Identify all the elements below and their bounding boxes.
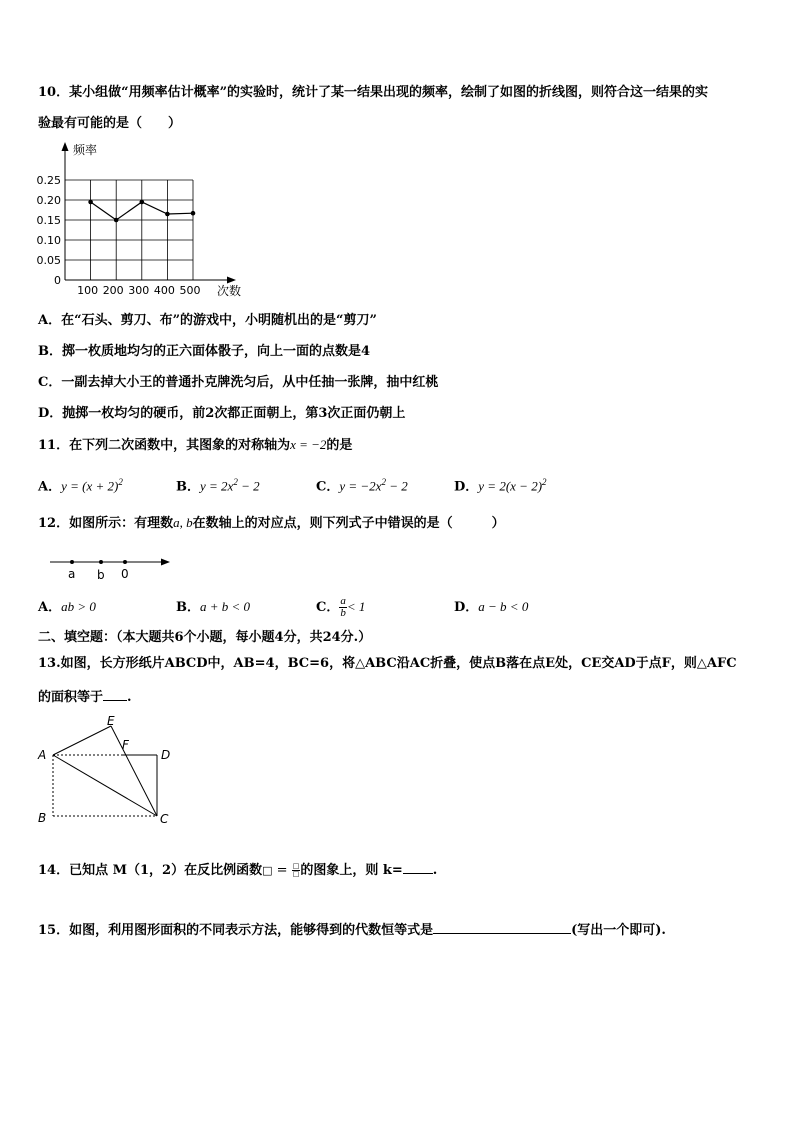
y-tick-label: 0 bbox=[54, 274, 61, 287]
q12-stem-math: a, b bbox=[173, 515, 193, 530]
point-e-label: E bbox=[107, 714, 115, 728]
point-zero bbox=[123, 560, 127, 564]
data-point bbox=[88, 200, 93, 205]
q11-stem-suffix: 的是 bbox=[326, 438, 353, 453]
chart-grid bbox=[65, 180, 193, 280]
q10-option-c: C．一副去掉大小王的普通扑克牌洗匀后，从中任抽一张牌，抽中红桃 bbox=[38, 375, 439, 390]
q12-option-b: B．a + b < 0 bbox=[176, 599, 251, 615]
q15-answer-blank[interactable] bbox=[433, 921, 571, 934]
label-b: b bbox=[97, 568, 105, 582]
q12-option-c: C． $\frac{a}{b}$ < 1 bbox=[316, 595, 366, 619]
label-a: a bbox=[68, 567, 76, 581]
chart-axes bbox=[62, 142, 237, 284]
frequency-line-chart bbox=[25, 140, 285, 300]
data-point bbox=[191, 211, 196, 216]
point-d-label: D bbox=[161, 748, 171, 762]
q11-stem-prefix: 11．在下列二次函数中，其图象的对称轴为 bbox=[38, 438, 291, 453]
q12-option-d: D．a − b < 0 bbox=[454, 599, 529, 615]
x-tick-label: 300 bbox=[128, 284, 150, 297]
q10-option-b: B．掷一枚质地均匀的正六面体骰子，向上一面的点数是4 bbox=[38, 344, 371, 359]
q10-stem-line2: 验最有可能的是（ ） bbox=[38, 116, 182, 131]
missing-glyph: □ bbox=[262, 864, 273, 877]
chart-ylabel: 频率 bbox=[73, 143, 98, 157]
q13-stem-line2: 的面积等于 . bbox=[38, 690, 132, 705]
number-line-arrow bbox=[161, 559, 170, 566]
point-b-label: B bbox=[38, 811, 47, 825]
y-tick-label: 0.10 bbox=[36, 234, 61, 247]
y-tick-label: 0.05 bbox=[36, 254, 61, 267]
q11-option-c: C．$y = -2x^2 - 2$ bbox=[316, 477, 408, 495]
q14-stem: 14．已知点 M（1，2）在反比例函数□ = $\frac{□}{□}$ 的图象上，则 k= . bbox=[38, 862, 438, 878]
label-zero: 0 bbox=[121, 567, 129, 581]
x-tick-label: 100 bbox=[77, 284, 99, 297]
q11-option-d: D．$y = 2(x - 2)^2$ bbox=[454, 477, 547, 495]
fraction-a-over-b: $\frac{a}{b}$ bbox=[340, 595, 346, 619]
y-tick-label: 0.25 bbox=[36, 174, 61, 187]
q11-option-b: B．$y = 2x^2 - 2$ bbox=[176, 477, 260, 495]
point-a bbox=[70, 560, 74, 564]
q11-stem-math: x = −2 bbox=[290, 437, 327, 452]
q12-stem bbox=[38, 515, 505, 532]
point-f-label: F bbox=[122, 738, 129, 752]
segment-ae bbox=[53, 726, 111, 755]
data-point bbox=[114, 218, 119, 223]
data-point bbox=[165, 212, 170, 217]
q12-option-a: A．ab > 0 bbox=[38, 599, 96, 615]
q14-answer-blank[interactable] bbox=[403, 861, 433, 874]
point-a-label: A bbox=[38, 748, 47, 762]
q10-option-a: A．在“石头、剪刀、布”的游戏中，小明随机出的是“剪刀” bbox=[38, 313, 377, 328]
x-axis-arrow bbox=[227, 277, 236, 284]
point-c-label: C bbox=[160, 812, 169, 826]
q12-stem-prefix: 12．如图所示：有理数 bbox=[38, 516, 174, 531]
q13-stem-line1: 13.如图，长方形纸片ABCD中，AB=4，BC=6，将△ABC沿AC折叠，使点B落在点E处，CE交AD于点F，则△AFC bbox=[38, 656, 737, 671]
q15-stem: 15．如图，利用图形面积的不同表示方法，能够得到的代数恒等式是 (写出一个即可). bbox=[38, 923, 666, 938]
q13-answer-blank[interactable] bbox=[103, 688, 127, 701]
section-heading: 二、填空题：（本大题共6个小题，每小题4分，共24分.） bbox=[38, 630, 372, 645]
number-line-figure bbox=[48, 554, 188, 584]
q10-stem-line1: 10．某小组做“用频率估计概率”的实验时，统计了某一结果出现的频率，绘制了如图的折线图，则符合这一结果的实 bbox=[38, 85, 709, 100]
chart-xlabel: 次数 bbox=[217, 284, 242, 298]
x-tick-label: 400 bbox=[153, 284, 175, 297]
chart-ticks bbox=[37, 174, 201, 297]
y-tick-label: 0.15 bbox=[36, 214, 61, 227]
q12-stem-suffix: 在数轴上的对应点，则下列式子中错误的是（ ） bbox=[192, 516, 505, 531]
q11-stem bbox=[38, 437, 352, 454]
data-point bbox=[140, 200, 145, 205]
rectangle-fold-figure bbox=[36, 714, 186, 824]
point-b bbox=[99, 560, 103, 564]
y-tick-label: 0.20 bbox=[36, 194, 61, 207]
q11-option-a: A．$y = (x + 2)^2$ bbox=[38, 477, 123, 495]
y-axis-arrow bbox=[62, 142, 69, 151]
q10-option-d: D．抛掷一枚均匀的硬币，前2次都正面朝上，第3次正面仍朝上 bbox=[38, 406, 406, 421]
x-tick-label: 200 bbox=[102, 284, 124, 297]
x-tick-label: 500 bbox=[179, 284, 201, 297]
missing-glyph-fraction: $\frac{□}{□}$ bbox=[292, 862, 300, 878]
